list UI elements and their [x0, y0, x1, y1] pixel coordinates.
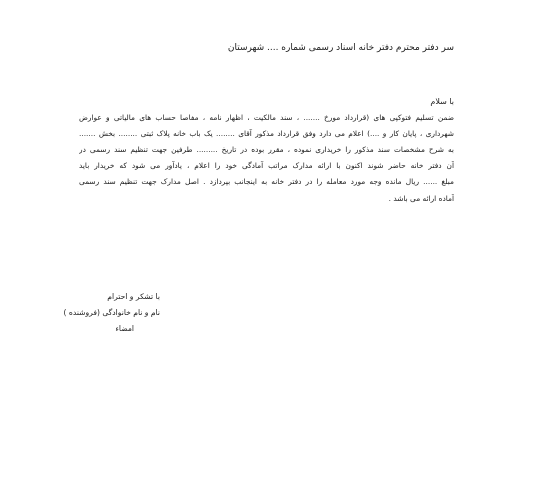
- body-line: شهرداری ، پایان کار و ....) اعلام می دارد وفق قرارداد مذکور آقای ........ یک باب خانه پلاک ثبتی ........ بخش .......: [79, 129, 454, 138]
- body-line: مبلغ ...... ریال مانده وجه مورد معامله را در دفتر خانه به اینجانب بپردازد . اصل مدارک جهت تنظیم سند رسمی: [79, 177, 454, 186]
- salutation: با سلام: [430, 97, 454, 106]
- letter-heading: سر دفتر محترم دفتر خانه اسناد رسمی شماره .... شهرستان: [227, 43, 454, 53]
- closing-regards: با تشکر و احترام: [107, 292, 160, 301]
- body-line: ضمن تسلیم فتوکپی های (قرارداد مورخ ....... ، سند مالکیت ، اظهار نامه ، مفاصا حساب های مالیاتی و عوارض: [79, 113, 454, 122]
- body-line: آن دفتر خانه حاضر شوند اکنون با ارائه مدارک مراتب آمادگی خود را اعلام ، یادآور می شود که خریدار باید: [79, 161, 454, 170]
- signature-label: امضاء: [115, 324, 134, 333]
- seller-name-line: نام و نام خانوادگی (فروشنده ): [63, 308, 160, 317]
- body-line: به شرح مشخصات سند مذکور را خریداری نموده ، مقرر بوده در تاریخ ......... طرفین جهت تنظیم سند رسمی در: [79, 145, 454, 154]
- body-line: آماده ارائه می باشد .: [388, 194, 454, 203]
